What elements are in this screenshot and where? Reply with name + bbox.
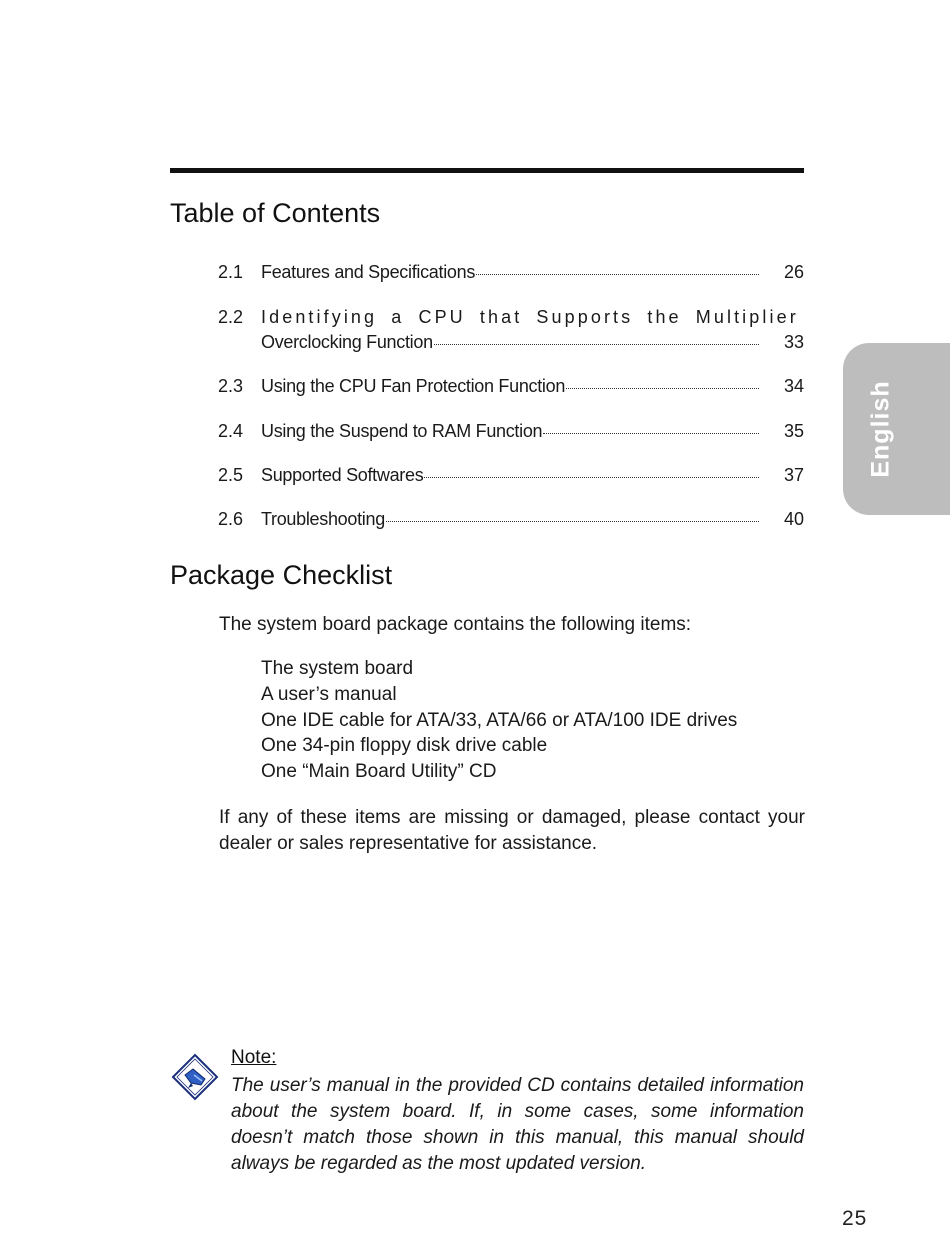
list-item: One IDE cable for ATA/33, ATA/66 or ATA/100 IDE drives (261, 710, 738, 731)
toc-entry-number: 2.4 (218, 421, 244, 441)
package-closing-paragraph: If any of these items are missing or damaged, please contact your dealer or sales representative for assistance. (219, 807, 805, 854)
package-intro: The system board package contains the following items: (219, 614, 692, 635)
dot-leader (424, 477, 759, 478)
toc-entry-number: 2.1 (218, 262, 244, 282)
toc-entry-page: 40 (783, 509, 804, 529)
toc-entry-page: 35 (783, 421, 804, 441)
toc-entry-2-3[interactable] (218, 376, 804, 400)
toc-entry-title: Using the CPU Fan Protection Function (261, 376, 759, 397)
toc-entry-number: 2.2 (218, 307, 244, 327)
toc-entry-title: Features and Specifications (261, 262, 759, 283)
dot-leader (434, 344, 759, 345)
toc-entry-title: Supported Softwares (261, 465, 759, 486)
toc-entry-page: 33 (783, 332, 804, 352)
dot-leader (543, 433, 759, 434)
language-side-tab[interactable] (843, 343, 950, 515)
toc-entry-title: Troubleshooting (261, 509, 759, 530)
toc-entry-2-6[interactable] (218, 509, 804, 533)
toc-entry-number: 2.6 (218, 509, 244, 529)
list-item: One 34-pin floppy disk drive cable (261, 735, 548, 756)
note-pen-diamond-icon (171, 1053, 219, 1101)
toc-entry-2-4[interactable] (218, 421, 804, 445)
dot-leader (386, 521, 759, 522)
list-item: The system board (261, 658, 414, 679)
dot-leader (566, 388, 759, 389)
toc-entry-title: Using the Suspend to RAM Function (261, 421, 759, 442)
toc-entry-number: 2.3 (218, 376, 244, 396)
toc-entry-2-2-continued[interactable] (218, 332, 804, 356)
list-item: A user’s manual (261, 684, 397, 705)
dot-leader (476, 274, 759, 275)
package-checklist-heading: Package Checklist (170, 560, 393, 590)
toc-entry-2-5[interactable] (218, 465, 804, 489)
toc-entry-2-1[interactable] (218, 262, 804, 286)
toc-entry-2-2[interactable] (218, 307, 804, 331)
language-tab-label: English (866, 380, 895, 478)
toc-heading: Table of Contents (170, 198, 381, 228)
page-number: 25 (842, 1207, 868, 1230)
note-title: Note: (231, 1047, 277, 1068)
toc-entry-page: 34 (783, 376, 804, 396)
toc-entry-title: Overclocking Function (261, 332, 759, 353)
list-item: One “Main Board Utility” CD (261, 761, 497, 782)
toc-entry-number: 2.5 (218, 465, 244, 485)
toc-entry-page: 26 (783, 262, 804, 282)
header-rule (170, 168, 804, 173)
toc-entry-title-line1: Identifying a CPU that Supports the Multiplier (261, 307, 799, 327)
note-body: The user’s manual in the provided CD contains detailed information about the system board. If, in some cases, some information doesn’t match those shown in this manual, this manual should always be regarded as the most updated version. (231, 1075, 804, 1174)
toc-entry-page: 37 (783, 465, 804, 485)
